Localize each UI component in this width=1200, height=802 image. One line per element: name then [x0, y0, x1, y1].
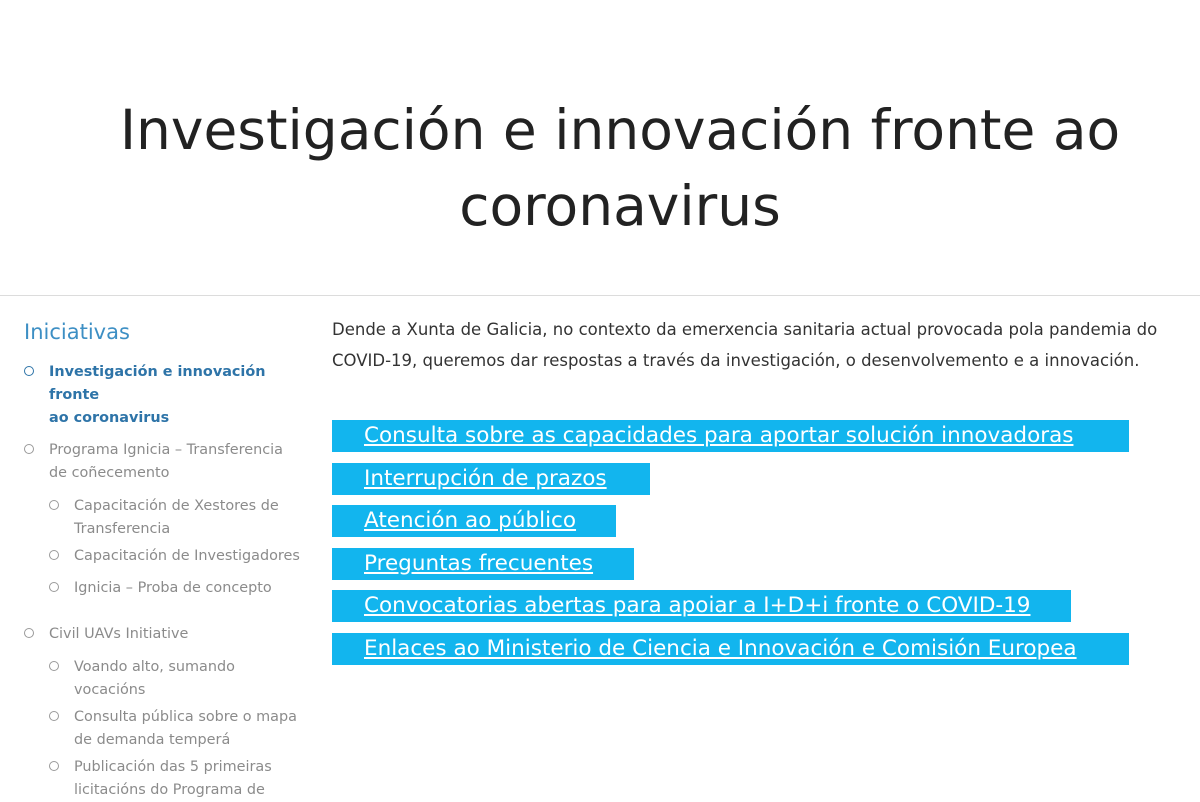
sidebar-item-investigacion-coronavirus[interactable]	[24, 361, 314, 430]
page-title-line-1: Investigación e innovación fronte ao	[119, 98, 1121, 162]
sidebar-item-label: ao coronavirus	[49, 410, 170, 426]
sidebar-item-civil-uavs[interactable]	[24, 623, 314, 646]
link-atencion-publico[interactable]: Atención ao público	[332, 505, 616, 537]
circle-bullet-icon	[49, 500, 59, 510]
sidebar-item-label: Investigación e innovación fronte	[49, 364, 266, 403]
sidebar-item-label: Programa Ignicia – Transferencia	[49, 442, 283, 458]
sidebar-heading: Iniciativas	[24, 320, 130, 344]
link-enlaces-ministerio[interactable]: Enlaces ao Ministerio de Ciencia e Innovación e Comisión Europea	[332, 633, 1129, 665]
link-button-list	[332, 420, 1129, 675]
sidebar-nav	[24, 317, 314, 802]
link-preguntas-frecuentes[interactable]: Preguntas frecuentes	[332, 548, 634, 580]
circle-bullet-icon	[24, 628, 34, 638]
circle-bullet-icon	[24, 444, 34, 454]
intro-paragraph: Dende a Xunta de Galicia, no contexto da emerxencia sanitaria actual provocada pola pandemia do COVID-19, queremos dar respostas a través da investigación, o desenvolvemento e a innovación.	[332, 320, 1158, 370]
sidebar-item-label: Capacitación de Xestores de	[74, 498, 279, 514]
sidebar-item-ignicia-proba-concepto[interactable]	[49, 577, 314, 600]
link-convocatorias-abertas[interactable]: Convocatorias abertas para apoiar a I+D+i fronte o COVID-19	[332, 590, 1071, 622]
circle-bullet-icon	[49, 711, 59, 721]
sidebar-item-label: licitacións do Programa de	[74, 782, 265, 798]
sidebar-item-voando-alto[interactable]	[49, 656, 314, 702]
header-divider	[0, 295, 1200, 296]
circle-bullet-icon	[49, 661, 59, 671]
sidebar-item-programa-ignicia[interactable]	[24, 439, 314, 485]
sidebar-item-label: Consulta pública sobre o mapa	[74, 709, 297, 725]
sidebar-item-consulta-publica[interactable]	[49, 706, 314, 752]
sidebar-item-capacitacion-investigadores[interactable]	[49, 545, 314, 568]
sidebar-item-label: Capacitación de Investigadores	[74, 548, 300, 564]
sidebar-item-label: de demanda temperá	[74, 732, 231, 748]
sidebar-item-label: vocacións	[74, 682, 146, 698]
circle-bullet-icon	[49, 550, 59, 560]
circle-bullet-icon	[49, 582, 59, 592]
sidebar-item-label: Ignicia – Proba de concepto	[74, 580, 272, 596]
sidebar-item-label: Publicación das 5 primeiras	[74, 759, 272, 775]
circle-bullet-icon	[49, 761, 59, 771]
sidebar-item-publicacion-licitacions[interactable]	[49, 756, 314, 802]
sidebar-item-capacitacion-xestores[interactable]	[49, 495, 314, 541]
link-consulta-capacidades[interactable]: Consulta sobre as capacidades para aportar solución innovadoras	[332, 420, 1129, 452]
page-title	[60, 92, 1180, 244]
sidebar-item-label: Civil UAVs Initiative	[49, 626, 189, 642]
page-title-line-2: coronavirus	[459, 174, 781, 238]
sidebar-menu	[24, 361, 314, 802]
link-interrupcion-prazos[interactable]: Interrupción de prazos	[332, 463, 650, 495]
sidebar-item-label: de coñecemento	[49, 465, 170, 481]
sidebar-item-label: Transferencia	[74, 521, 171, 537]
circle-bullet-icon	[24, 366, 34, 376]
sidebar-item-label: Voando alto, sumando	[74, 659, 235, 675]
